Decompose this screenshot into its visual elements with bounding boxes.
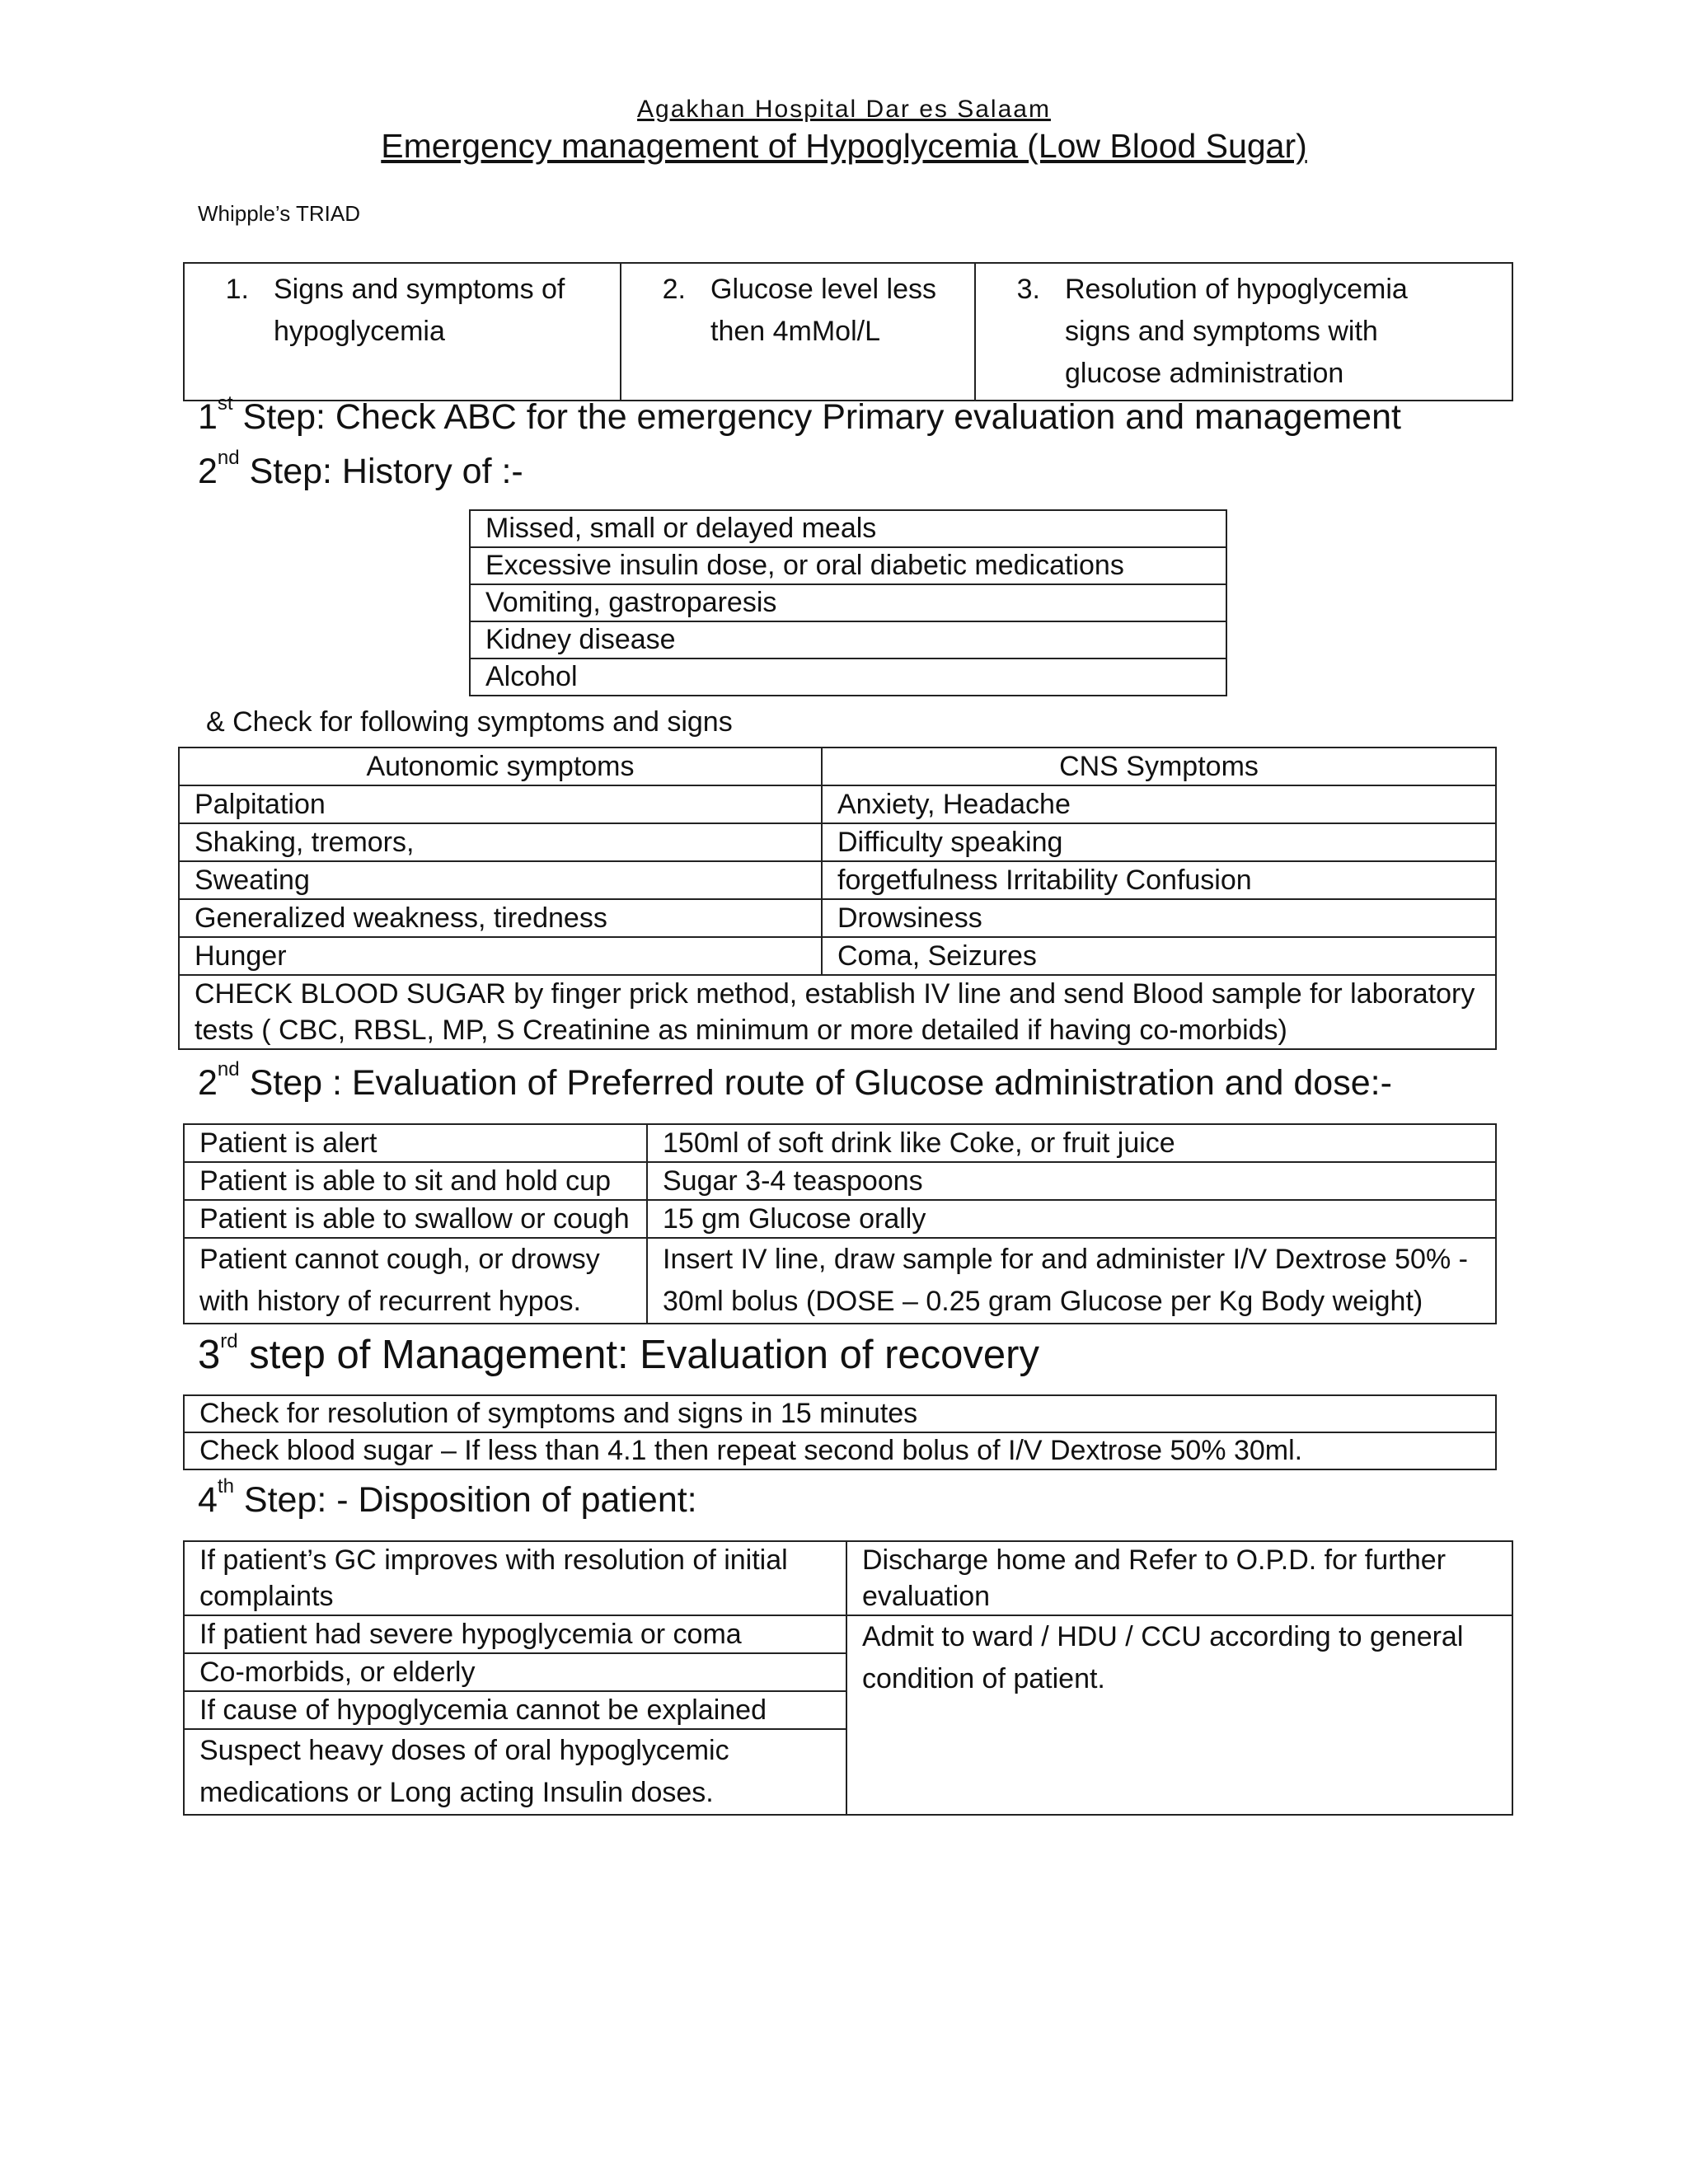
table-cell: 15 gm Glucose orally	[647, 1200, 1496, 1238]
triad-text: hypoglycemia	[274, 316, 445, 347]
table-cell: Check for resolution of symptoms and signs in 15 minutes	[184, 1395, 1496, 1432]
table-cell: Co-morbids, or elderly	[184, 1653, 846, 1691]
triad-text: Signs and symptoms of	[274, 274, 565, 305]
triad-text: Glucose level less	[710, 274, 937, 305]
column-header: CNS Symptoms	[822, 748, 1496, 785]
triad-text: glucose administration	[1065, 358, 1344, 389]
table-cell: Shaking, tremors,	[179, 823, 822, 861]
table-cell: Drowsiness	[822, 899, 1496, 937]
history-item: Kidney disease	[470, 621, 1226, 658]
history-item: Excessive insulin dose, or oral diabetic medications	[470, 547, 1226, 584]
step-2-heading: 2nd Step: History of :-	[198, 446, 523, 491]
page-title: Emergency management of Hypoglycemia (Low Blood Sugar)	[381, 127, 1307, 165]
triad-cell-2	[621, 263, 975, 401]
table-cell: Anxiety, Headache	[822, 785, 1496, 823]
admit-cell: Admit to ward / HDU / CCU according to general condition of patient.	[846, 1615, 1512, 1815]
table-cell: Palpitation	[179, 785, 822, 823]
whipple-triad-table	[183, 262, 1513, 401]
triad-text: signs and symptoms with	[1065, 316, 1378, 347]
history-item: Alcohol	[470, 658, 1226, 696]
table-cell: Coma, Seizures	[822, 937, 1496, 975]
triad-number: 2.	[662, 274, 686, 305]
table-cell: Sugar 3-4 teaspoons	[647, 1162, 1496, 1200]
table-cell: Discharge home and Refer to O.P.D. for further evaluation	[846, 1541, 1512, 1615]
table-cell: Hunger	[179, 937, 822, 975]
table-cell: If cause of hypoglycemia cannot be explained	[184, 1691, 846, 1729]
symptoms-table	[178, 747, 1497, 1050]
table-cell: Suspect heavy doses of oral hypoglycemic medications or Long acting Insulin doses.	[184, 1729, 846, 1815]
step-4-heading: 4th Step: - Disposition of patient:	[198, 1474, 697, 1520]
table-cell: 150ml of soft drink like Coke, or fruit juice	[647, 1124, 1496, 1162]
glucose-route-table	[183, 1123, 1497, 1324]
table-cell: forgetfulness Irritability Confusion	[822, 861, 1496, 899]
table-cell: If patient’s GC improves with resolution of initial complaints	[184, 1541, 846, 1615]
table-cell: Patient is able to sit and hold cup	[184, 1162, 647, 1200]
triad-number: 1.	[225, 274, 249, 305]
step-3-heading: 3rd step of Management: Evaluation of recovery	[198, 1329, 1039, 1377]
triad-label: Whipple’s TRIAD	[198, 201, 360, 226]
table-cell: Sweating	[179, 861, 822, 899]
table-cell: Patient is alert	[184, 1124, 647, 1162]
history-item: Vomiting, gastroparesis	[470, 584, 1226, 621]
check-for-label: & Check for following symptoms and signs	[206, 706, 733, 738]
table-cell: Generalized weakness, tiredness	[179, 899, 822, 937]
history-table	[469, 509, 1227, 696]
table-cell: Check blood sugar – If less than 4.1 then repeat second bolus of I/V Dextrose 50% 30ml.	[184, 1432, 1496, 1469]
step-2b-heading: 2nd Step : Evaluation of Preferred route of Glucose administration and dose:-	[198, 1057, 1392, 1103]
triad-number: 3.	[1016, 274, 1040, 305]
triad-cell-3	[975, 263, 1512, 401]
table-cell: Patient is able to swallow or cough	[184, 1200, 647, 1238]
blood-sugar-instruction: CHECK BLOOD SUGAR by finger prick method, establish IV line and send Blood sample for laboratory tests ( CBC, RBSL, MP, S Creatinine as minimum or more detailed if having co-morbids)	[179, 975, 1496, 1049]
triad-text: then 4mMol/L	[710, 316, 880, 347]
triad-text: Resolution of hypoglycemia	[1065, 274, 1408, 305]
table-cell: If patient had severe hypoglycemia or coma	[184, 1615, 846, 1653]
disposition-table	[183, 1540, 1513, 1816]
table-cell: Difficulty speaking	[822, 823, 1496, 861]
triad-cell-1	[184, 263, 621, 401]
recovery-table	[183, 1394, 1497, 1470]
hospital-name: Agakhan Hospital Dar es Salaam	[637, 96, 1051, 123]
table-cell: Insert IV line, draw sample for and administer I/V Dextrose 50% - 30ml bolus (DOSE – 0.25 gram Glucose per Kg Body weight)	[647, 1238, 1496, 1324]
table-cell: Patient cannot cough, or drowsy with history of recurrent hypos.	[184, 1238, 647, 1324]
step-1-heading: 1st Step: Check ABC for the emergency Primary evaluation and management	[198, 391, 1401, 437]
column-header: Autonomic symptoms	[179, 748, 822, 785]
history-item: Missed, small or delayed meals	[470, 510, 1226, 547]
